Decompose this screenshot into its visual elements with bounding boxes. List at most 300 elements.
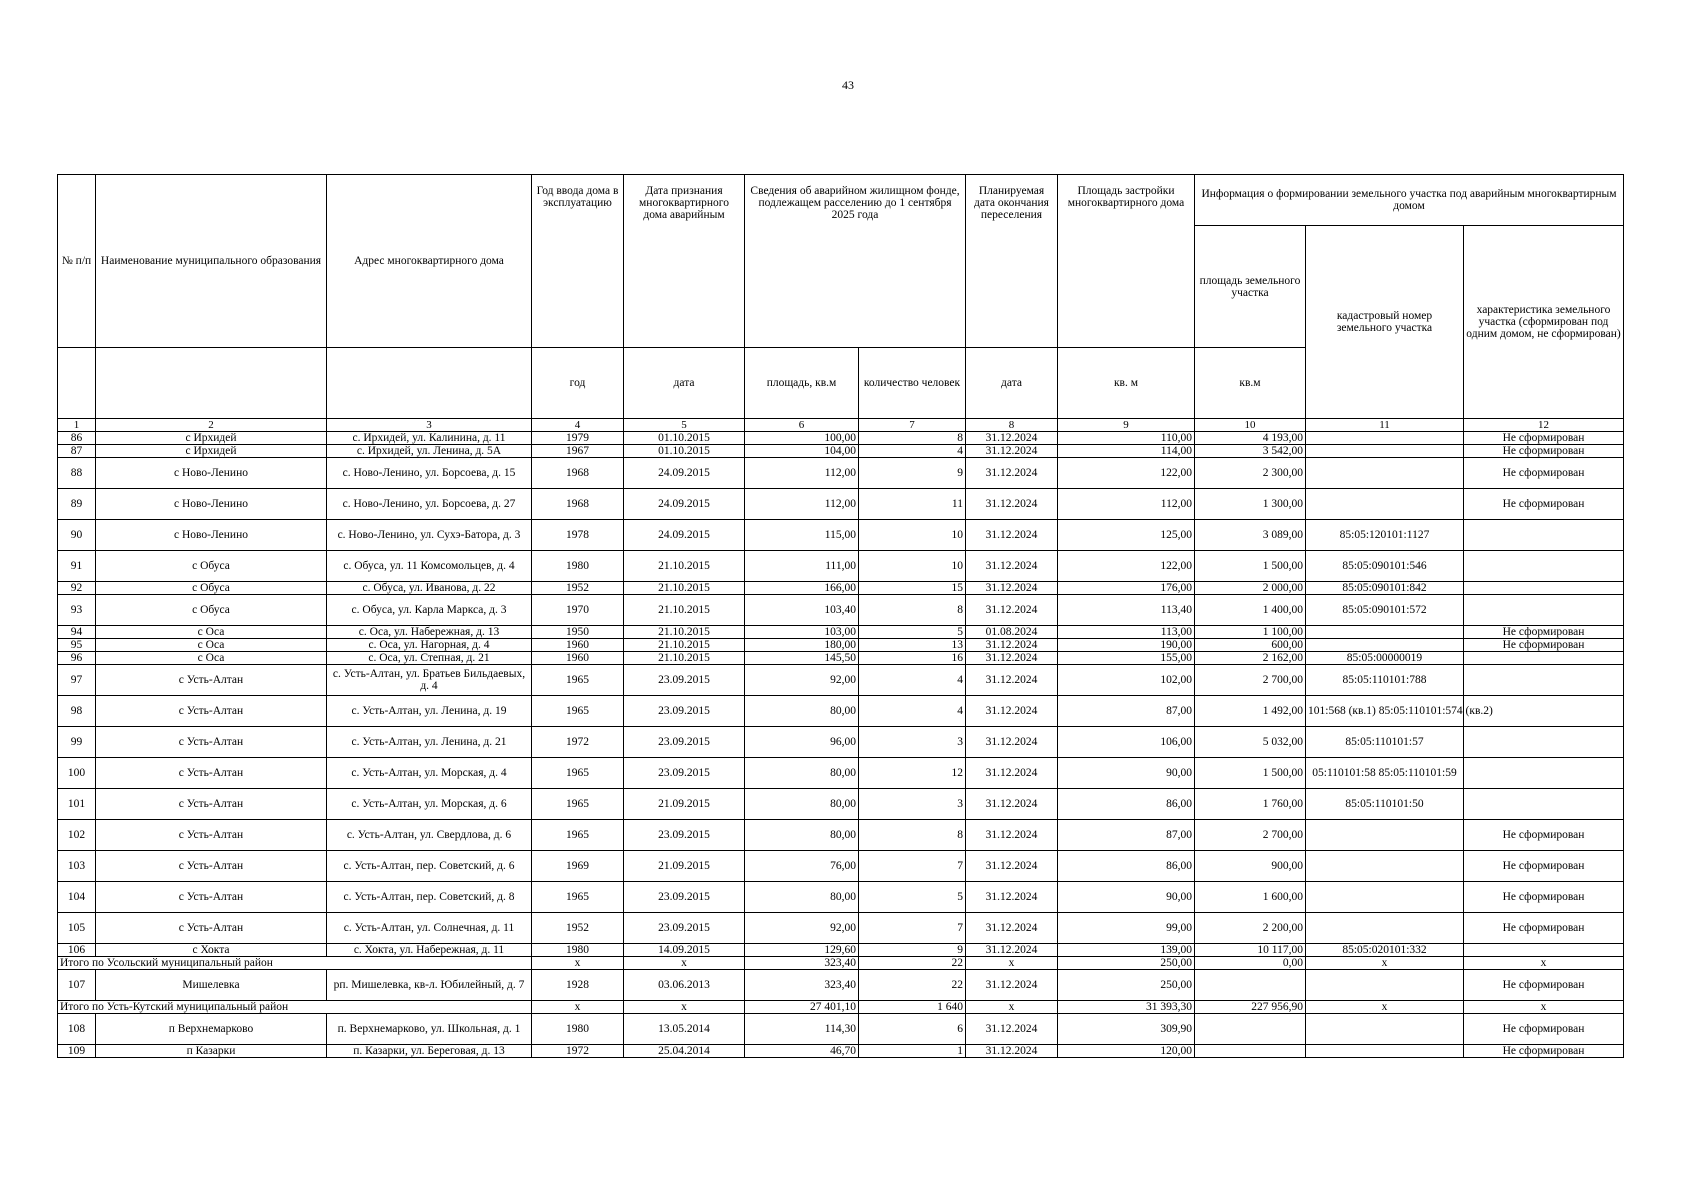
table-row <box>58 652 1624 665</box>
land-area-cell: 227 956,90 <box>1195 1001 1306 1014</box>
building-area-cell: 112,00 <box>1058 489 1195 520</box>
address-cell: с. Обуса, ул. 11 Комсомольцев, д. 4 <box>327 551 532 582</box>
total-row-usolsky <box>58 957 1624 970</box>
year-cell: 1978 <box>532 520 624 551</box>
land-status-cell: Не сформирован <box>1464 1045 1624 1058</box>
column-number: 7 <box>859 419 966 432</box>
municipality-cell: с Оса <box>96 626 327 639</box>
column-number: 11 <box>1306 419 1464 432</box>
land-status-cell <box>1464 944 1624 957</box>
row-number: 104 <box>58 882 96 913</box>
municipality-cell: с Обуса <box>96 595 327 626</box>
municipality-cell: с Усть-Алтан <box>96 820 327 851</box>
cadastral-cell <box>1306 820 1464 851</box>
row-number: 106 <box>58 944 96 957</box>
municipality-cell: с Обуса <box>96 582 327 595</box>
table-row <box>58 445 1624 458</box>
row-number: 102 <box>58 820 96 851</box>
year-cell: 1965 <box>532 820 624 851</box>
land-status-cell <box>1464 582 1624 595</box>
municipality-cell: с Ново-Ленино <box>96 489 327 520</box>
area-cell: 103,00 <box>745 626 859 639</box>
unit-area: площадь, кв.м <box>745 348 859 419</box>
building-area-cell: 86,00 <box>1058 851 1195 882</box>
area-cell: 92,00 <box>745 665 859 696</box>
header-num: № п/п <box>58 175 96 348</box>
cadastral-cell: 85:05:110101:788 <box>1306 665 1464 696</box>
row-number: 95 <box>58 639 96 652</box>
column-number: 4 <box>532 419 624 432</box>
land-status-cell <box>1464 789 1624 820</box>
row-number: 93 <box>58 595 96 626</box>
land-status-cell: х <box>1464 1001 1624 1014</box>
planned-date-cell: 31.12.2024 <box>966 758 1058 789</box>
row-number: 101 <box>58 789 96 820</box>
land-area-cell: 2 300,00 <box>1195 458 1306 489</box>
table-row <box>58 582 1624 595</box>
year-cell: 1965 <box>532 758 624 789</box>
year-cell: 1952 <box>532 913 624 944</box>
area-cell: 114,30 <box>745 1014 859 1045</box>
cadastral-cell: 85:05:020101:332 <box>1306 944 1464 957</box>
column-number: 3 <box>327 419 532 432</box>
recognition-date-cell: 24.09.2015 <box>624 520 745 551</box>
header-year-commission: Год ввода дома в эксплуатацию <box>532 175 624 348</box>
address-cell: с. Ирхидей, ул. Ленина, д. 5А <box>327 445 532 458</box>
column-number: 5 <box>624 419 745 432</box>
land-status-cell: Не сформирован <box>1464 970 1624 1001</box>
address-cell: с. Усть-Алтан, ул. Свердлова, д. 6 <box>327 820 532 851</box>
header-land-info: Информация о формировании земельного участка под аварийным многоквартирным домом <box>1195 175 1624 226</box>
cadastral-cell: 85:05:120101:1127 <box>1306 520 1464 551</box>
year-cell: 1980 <box>532 1014 624 1045</box>
table-row <box>58 626 1624 639</box>
people-cell: 11 <box>859 489 966 520</box>
planned-date-cell: 31.12.2024 <box>966 582 1058 595</box>
land-status-cell: Не сформирован <box>1464 820 1624 851</box>
recognition-date-cell: 23.09.2015 <box>624 727 745 758</box>
row-number: 94 <box>58 626 96 639</box>
planned-date-cell: 01.08.2024 <box>966 626 1058 639</box>
people-cell: 9 <box>859 458 966 489</box>
unit-date-planned: дата <box>966 348 1058 419</box>
people-cell: 5 <box>859 626 966 639</box>
row-number: 103 <box>58 851 96 882</box>
cadastral-cell: 85:05:110101:57 <box>1306 727 1464 758</box>
year-cell: 1950 <box>532 626 624 639</box>
year-cell: 1952 <box>532 582 624 595</box>
people-cell: 12 <box>859 758 966 789</box>
recognition-date-cell: х <box>624 1001 745 1014</box>
header-building-area: Площадь застройки многоквартирного дома <box>1058 175 1195 348</box>
people-cell: 5 <box>859 882 966 913</box>
area-cell: 166,00 <box>745 582 859 595</box>
land-area-cell: 2 162,00 <box>1195 652 1306 665</box>
row-number: 92 <box>58 582 96 595</box>
people-cell: 3 <box>859 789 966 820</box>
land-area-cell: 3 089,00 <box>1195 520 1306 551</box>
area-cell: 180,00 <box>745 639 859 652</box>
planned-date-cell: 31.12.2024 <box>966 789 1058 820</box>
cadastral-cell: 101:568 (кв.1) 85:05:110101:574 (кв.2) <box>1306 696 1464 727</box>
cadastral-cell: 85:05:110101:50 <box>1306 789 1464 820</box>
cadastral-cell: 85:05:090101:572 <box>1306 595 1464 626</box>
table-row <box>58 1045 1624 1058</box>
land-status-cell: Не сформирован <box>1464 851 1624 882</box>
land-area-cell: 1 492,00 <box>1195 696 1306 727</box>
table-row <box>58 820 1624 851</box>
planned-date-cell: 31.12.2024 <box>966 595 1058 626</box>
planned-date-cell: 31.12.2024 <box>966 432 1058 445</box>
header-planned-date: Планируемая дата окончания переселения <box>966 175 1058 348</box>
municipality-cell: п Верхнемарково <box>96 1014 327 1045</box>
header-land-characteristic: характеристика земельного участка (сформирован под одним домом, не сформирован) <box>1464 226 1624 419</box>
building-area-cell: 250,00 <box>1058 957 1195 970</box>
header-emergency-info: Сведения об аварийном жилищном фонде, подлежащем расселению до 1 сентября 2025 года <box>745 175 966 348</box>
area-cell: 92,00 <box>745 913 859 944</box>
table-row <box>58 758 1624 789</box>
header-empty-1 <box>58 348 96 419</box>
people-cell: 1 640 <box>859 1001 966 1014</box>
recognition-date-cell: 24.09.2015 <box>624 458 745 489</box>
recognition-date-cell: 24.09.2015 <box>624 489 745 520</box>
planned-date-cell: 31.12.2024 <box>966 652 1058 665</box>
people-cell: 22 <box>859 970 966 1001</box>
land-status-cell <box>1464 665 1624 696</box>
table-row <box>58 551 1624 582</box>
recognition-date-cell: 23.09.2015 <box>624 820 745 851</box>
year-cell: 1970 <box>532 595 624 626</box>
address-cell: п. Казарки, ул. Береговая, д. 13 <box>327 1045 532 1058</box>
land-area-cell: 10 117,00 <box>1195 944 1306 957</box>
table-row <box>58 696 1624 727</box>
year-cell: 1965 <box>532 665 624 696</box>
municipality-cell: Мишелевка <box>96 970 327 1001</box>
municipality-cell: с Ирхидей <box>96 432 327 445</box>
building-area-cell: 125,00 <box>1058 520 1195 551</box>
address-cell: с. Ново-Ленино, ул. Сухэ-Батора, д. 3 <box>327 520 532 551</box>
land-area-cell: 3 542,00 <box>1195 445 1306 458</box>
cadastral-cell <box>1306 882 1464 913</box>
year-cell: 1969 <box>532 851 624 882</box>
area-cell: 100,00 <box>745 432 859 445</box>
year-cell: 1965 <box>532 789 624 820</box>
column-number: 2 <box>96 419 327 432</box>
year-cell: 1980 <box>532 944 624 957</box>
building-area-cell: 90,00 <box>1058 758 1195 789</box>
planned-date-cell: 31.12.2024 <box>966 696 1058 727</box>
area-cell: 103,40 <box>745 595 859 626</box>
column-numbers-row <box>58 419 1624 432</box>
municipality-cell: с Обуса <box>96 551 327 582</box>
people-cell: 16 <box>859 652 966 665</box>
land-area-cell: 2 200,00 <box>1195 913 1306 944</box>
header-cadastral: кадастровый номер земельного участка <box>1306 226 1464 419</box>
unit-sqm-land: кв.м <box>1195 348 1306 419</box>
year-cell: 1972 <box>532 1045 624 1058</box>
area-cell: 323,40 <box>745 957 859 970</box>
address-cell: с. Усть-Алтан, ул. Ленина, д. 21 <box>327 727 532 758</box>
land-status-cell: Не сформирован <box>1464 913 1624 944</box>
column-number: 9 <box>1058 419 1195 432</box>
land-area-cell: 600,00 <box>1195 639 1306 652</box>
area-cell: 27 401,10 <box>745 1001 859 1014</box>
planned-date-cell: 31.12.2024 <box>966 913 1058 944</box>
planned-date-cell: 31.12.2024 <box>966 639 1058 652</box>
people-cell: 8 <box>859 820 966 851</box>
building-area-cell: 122,00 <box>1058 551 1195 582</box>
area-cell: 104,00 <box>745 445 859 458</box>
people-cell: 4 <box>859 665 966 696</box>
land-area-cell: 2 000,00 <box>1195 582 1306 595</box>
area-cell: 80,00 <box>745 696 859 727</box>
year-cell: 1960 <box>532 652 624 665</box>
people-cell: 8 <box>859 595 966 626</box>
land-area-cell: 1 400,00 <box>1195 595 1306 626</box>
building-area-cell: 113,40 <box>1058 595 1195 626</box>
cadastral-cell <box>1306 851 1464 882</box>
building-area-cell: 155,00 <box>1058 652 1195 665</box>
land-area-cell: 1 500,00 <box>1195 758 1306 789</box>
column-number: 12 <box>1464 419 1624 432</box>
building-area-cell: 190,00 <box>1058 639 1195 652</box>
cadastral-cell: 85:05:00000019 <box>1306 652 1464 665</box>
land-status-cell: Не сформирован <box>1464 626 1624 639</box>
building-area-cell: 86,00 <box>1058 789 1195 820</box>
building-area-cell: 87,00 <box>1058 696 1195 727</box>
year-cell: 1928 <box>532 970 624 1001</box>
people-cell: 22 <box>859 957 966 970</box>
planned-date-cell: 31.12.2024 <box>966 944 1058 957</box>
area-cell: 111,00 <box>745 551 859 582</box>
recognition-date-cell: 13.05.2014 <box>624 1014 745 1045</box>
address-cell: с. Усть-Алтан, пер. Советский, д. 8 <box>327 882 532 913</box>
year-cell: 1967 <box>532 445 624 458</box>
area-cell: 129,60 <box>745 944 859 957</box>
land-area-cell: 0,00 <box>1195 957 1306 970</box>
municipality-cell: с Усть-Алтан <box>96 789 327 820</box>
recognition-date-cell: 21.10.2015 <box>624 626 745 639</box>
year-cell: 1968 <box>532 489 624 520</box>
land-area-cell: 1 600,00 <box>1195 882 1306 913</box>
municipality-cell: с Оса <box>96 639 327 652</box>
municipality-cell: с Усть-Алтан <box>96 851 327 882</box>
row-number: 96 <box>58 652 96 665</box>
land-area-cell: 4 193,00 <box>1195 432 1306 445</box>
land-area-cell <box>1195 1014 1306 1045</box>
year-cell: х <box>532 957 624 970</box>
recognition-date-cell: 23.09.2015 <box>624 913 745 944</box>
table-row <box>58 944 1624 957</box>
header-address: Адрес многоквартирного дома <box>327 175 532 348</box>
planned-date-cell: 31.12.2024 <box>966 727 1058 758</box>
cadastral-cell <box>1306 432 1464 445</box>
unit-people: количество человек <box>859 348 966 419</box>
recognition-date-cell: 23.09.2015 <box>624 696 745 727</box>
cadastral-cell: х <box>1306 1001 1464 1014</box>
column-number: 1 <box>58 419 96 432</box>
people-cell: 7 <box>859 913 966 944</box>
building-area-cell: 122,00 <box>1058 458 1195 489</box>
planned-date-cell: 31.12.2024 <box>966 851 1058 882</box>
building-area-cell: 139,00 <box>1058 944 1195 957</box>
planned-date-cell: 31.12.2024 <box>966 489 1058 520</box>
address-cell: с. Хокта, ул. Набережная, д. 11 <box>327 944 532 957</box>
recognition-date-cell: 25.04.2014 <box>624 1045 745 1058</box>
recognition-date-cell: 23.09.2015 <box>624 882 745 913</box>
row-number: 97 <box>58 665 96 696</box>
recognition-date-cell: 03.06.2013 <box>624 970 745 1001</box>
year-cell: 1972 <box>532 727 624 758</box>
cadastral-cell: 05:110101:58 85:05:110101:59 <box>1306 758 1464 789</box>
cadastral-cell <box>1306 970 1464 1001</box>
people-cell: 6 <box>859 1014 966 1045</box>
land-area-cell: 1 100,00 <box>1195 626 1306 639</box>
land-area-cell <box>1195 1045 1306 1058</box>
land-area-cell: 2 700,00 <box>1195 820 1306 851</box>
building-area-cell: 31 393,30 <box>1058 1001 1195 1014</box>
land-area-cell: 900,00 <box>1195 851 1306 882</box>
emergency-housing-table <box>57 174 1624 1058</box>
unit-year: год <box>532 348 624 419</box>
address-cell: рп. Мишелевка, кв-л. Юбилейный, д. 7 <box>327 970 532 1001</box>
people-cell: 4 <box>859 445 966 458</box>
row-number: 98 <box>58 696 96 727</box>
cadastral-cell <box>1306 1014 1464 1045</box>
planned-date-cell: 31.12.2024 <box>966 551 1058 582</box>
land-status-cell: Не сформирован <box>1464 489 1624 520</box>
land-status-cell: Не сформирован <box>1464 639 1624 652</box>
table-row <box>58 432 1624 445</box>
address-cell: с. Ново-Ленино, ул. Борсоева, д. 27 <box>327 489 532 520</box>
total-label: Итого по Усть-Кутский муниципальный район <box>58 1001 532 1014</box>
row-number: 91 <box>58 551 96 582</box>
address-cell: с. Усть-Алтан, ул. Морская, д. 4 <box>327 758 532 789</box>
planned-date-cell: 31.12.2024 <box>966 520 1058 551</box>
area-cell: 112,00 <box>745 489 859 520</box>
cadastral-cell <box>1306 626 1464 639</box>
table-row <box>58 489 1624 520</box>
recognition-date-cell: 21.09.2015 <box>624 789 745 820</box>
recognition-date-cell: 21.10.2015 <box>624 582 745 595</box>
row-number: 99 <box>58 727 96 758</box>
people-cell: 10 <box>859 551 966 582</box>
building-area-cell: 250,00 <box>1058 970 1195 1001</box>
land-status-cell <box>1464 652 1624 665</box>
table-row <box>58 789 1624 820</box>
table-row <box>58 913 1624 944</box>
people-cell: 9 <box>859 944 966 957</box>
people-cell: 3 <box>859 727 966 758</box>
building-area-cell: 113,00 <box>1058 626 1195 639</box>
unit-date: дата <box>624 348 745 419</box>
header-land-area: площадь земельного участка <box>1195 226 1306 348</box>
area-cell: 323,40 <box>745 970 859 1001</box>
address-cell: с. Усть-Алтан, пер. Советский, д. 6 <box>327 851 532 882</box>
municipality-cell: с Усть-Алтан <box>96 727 327 758</box>
building-area-cell: 106,00 <box>1058 727 1195 758</box>
planned-date-cell: 31.12.2024 <box>966 458 1058 489</box>
area-cell: 76,00 <box>745 851 859 882</box>
cadastral-cell: 85:05:090101:546 <box>1306 551 1464 582</box>
municipality-cell: с Усть-Алтан <box>96 665 327 696</box>
recognition-date-cell: 14.09.2015 <box>624 944 745 957</box>
building-area-cell: 309,90 <box>1058 1014 1195 1045</box>
planned-date-cell: 31.12.2024 <box>966 882 1058 913</box>
year-cell: 1960 <box>532 639 624 652</box>
area-cell: 80,00 <box>745 882 859 913</box>
land-status-cell: Не сформирован <box>1464 882 1624 913</box>
building-area-cell: 110,00 <box>1058 432 1195 445</box>
people-cell: 15 <box>859 582 966 595</box>
row-number: 109 <box>58 1045 96 1058</box>
row-number: 88 <box>58 458 96 489</box>
municipality-cell: с Усть-Алтан <box>96 882 327 913</box>
table-row <box>58 665 1624 696</box>
total-row-ustkut <box>58 1001 1624 1014</box>
year-cell: 1965 <box>532 696 624 727</box>
recognition-date-cell: 21.10.2015 <box>624 595 745 626</box>
total-label: Итого по Усольский муниципальный район <box>58 957 532 970</box>
area-cell: 112,00 <box>745 458 859 489</box>
row-number: 100 <box>58 758 96 789</box>
municipality-cell: п Казарки <box>96 1045 327 1058</box>
municipality-cell: с Ново-Ленино <box>96 458 327 489</box>
planned-date-cell: х <box>966 1001 1058 1014</box>
recognition-date-cell: 21.10.2015 <box>624 652 745 665</box>
planned-date-cell: 31.12.2024 <box>966 820 1058 851</box>
table-row <box>58 727 1624 758</box>
row-number: 89 <box>58 489 96 520</box>
municipality-cell: с Ирхидей <box>96 445 327 458</box>
year-cell: 1980 <box>532 551 624 582</box>
recognition-date-cell: 21.10.2015 <box>624 639 745 652</box>
municipality-cell: с Ново-Ленино <box>96 520 327 551</box>
cadastral-cell: 85:05:090101:842 <box>1306 582 1464 595</box>
column-number: 8 <box>966 419 1058 432</box>
building-area-cell: 176,00 <box>1058 582 1195 595</box>
address-cell: с. Усть-Алтан, ул. Солнечная, д. 11 <box>327 913 532 944</box>
land-area-cell <box>1195 970 1306 1001</box>
land-status-cell <box>1464 727 1624 758</box>
year-cell: 1979 <box>532 432 624 445</box>
row-number: 108 <box>58 1014 96 1045</box>
row-number: 87 <box>58 445 96 458</box>
building-area-cell: 114,00 <box>1058 445 1195 458</box>
recognition-date-cell: х <box>624 957 745 970</box>
land-status-cell <box>1464 758 1624 789</box>
area-cell: 115,00 <box>745 520 859 551</box>
area-cell: 145,50 <box>745 652 859 665</box>
area-cell: 80,00 <box>745 820 859 851</box>
land-status-cell: Не сформирован <box>1464 1014 1624 1045</box>
table-header <box>58 175 1624 432</box>
planned-date-cell: х <box>966 957 1058 970</box>
area-cell: 80,00 <box>745 789 859 820</box>
address-cell: с. Оса, ул. Степная, д. 21 <box>327 652 532 665</box>
area-cell: 96,00 <box>745 727 859 758</box>
recognition-date-cell: 23.09.2015 <box>624 665 745 696</box>
land-area-cell: 1 760,00 <box>1195 789 1306 820</box>
recognition-date-cell: 21.10.2015 <box>624 551 745 582</box>
land-status-cell: Не сформирован <box>1464 432 1624 445</box>
row-number: 105 <box>58 913 96 944</box>
table-row <box>58 520 1624 551</box>
header-empty-2 <box>96 348 327 419</box>
cadastral-cell <box>1306 1045 1464 1058</box>
table-body <box>58 432 1624 1058</box>
address-cell: с. Оса, ул. Нагорная, д. 4 <box>327 639 532 652</box>
